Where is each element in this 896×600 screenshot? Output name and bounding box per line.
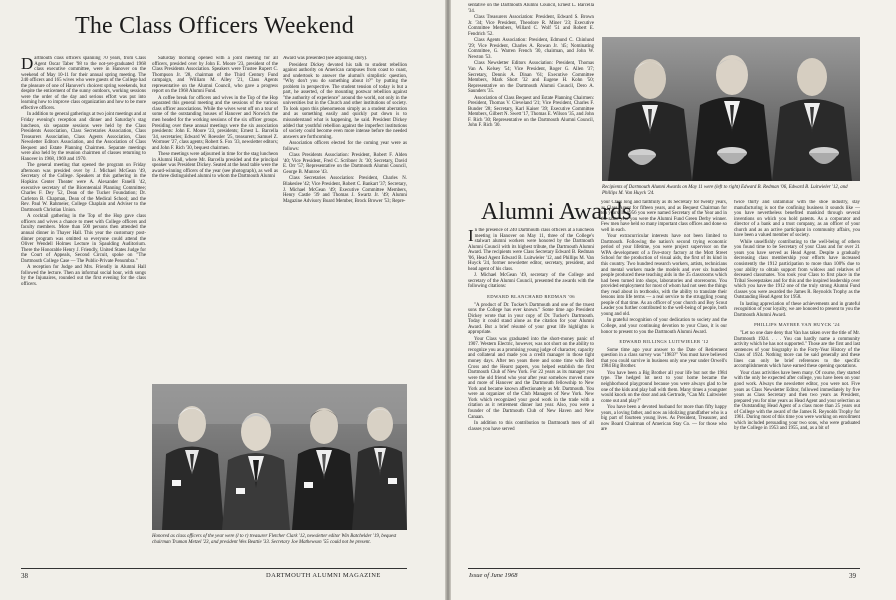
paragraph: Saturday morning opened with a joint meeting for all officers, presided over by John E. Moore '23, president of the Class Presidents Association. Speakers were Trustee Rupert C. Thompson Jr. '28, chairman of the Third Century Fund campaign, and William M. Alley '21, Class Agents representative on the Alumni Council, who gave a progress report on the 1968 Alumni Fund. bbox=[152, 56, 278, 95]
paragraph bbox=[468, 228, 594, 272]
footer-rule bbox=[21, 568, 407, 569]
left-column-2 bbox=[152, 56, 278, 370]
left-page bbox=[0, 0, 445, 600]
issue-date: Issue of June 1968 bbox=[469, 572, 518, 579]
class-officers-photo bbox=[152, 384, 407, 530]
paragraph: A cocktail gathering in the Top of the Hop gave class officers and wives a chance to meet with College officers and faculty members. More than 500 persons then attended the annual dinner in Thayer Hall. This year the customary post-dinner program was omitted so everyone could attend the Oliver Wendell Holmes Lecture in Spaulding Auditorium. There the Honorable Henry J. Friendly, United States Judge for the Court of Appeals, Second Circuit, spoke on "The Dartmouth College Case — The Public-Private Penumbra." bbox=[21, 214, 146, 264]
magazine-name: DARTMOUTH ALUMNI MAGAZINE bbox=[266, 572, 381, 579]
paragraph: In addition to general gatherings at two joint meetings and at Friday evening's reception and dinner and Saturday's stag luncheon, six separate sessions were held by the Class Presidents Association, Class Secretaries Association, Class Treasurers Association, Class Agents Association, Class Newsletter Editors Association, and the Association of Class Bequest and Estate Planning Chairmen. Separate meetings were also held by the reunion chairmen of classes returning to Hanover in 1968, 1969 and 1970. bbox=[21, 112, 146, 162]
photo-caption: Honored as class officers of the year were (l to r) treasurer Fletcher Clark '12, newsletter editor Win Batchelder '19, bequest chairman Truman Metzel '23, and president Wes Beattie '33. Secretary Joe Mathewson '55 could not be present. bbox=[152, 534, 397, 545]
paragraph: "A product of Dr. Tucker's Dartmouth and one of the truest sons the College has ever known." Some time ago President Dickey wrote that in your copy of Dr. Tucker's Dartmouth. Today it could stand alone as the citation for your Alumni Award. But a brief résumé of your great life highlights is appropriate. bbox=[468, 302, 594, 336]
paragraph bbox=[21, 56, 146, 111]
paragraph: J. Michael McGean '49, secretary of the College and secretary of the Alumni Council, presented the awards with the following citations: bbox=[468, 273, 594, 290]
page-number: 39 bbox=[849, 572, 856, 580]
paragraph: "Let no one dare deny that Van has taken over the title of Mr. Dartmouth 1924. . . . You can hardly name a community activity which he has not supported." Those are the first and last sentences of your biography in the Forty-Year History of the Class of 1924. Nothing more can be said generally and these lines can only be brief references to the specific accomplishments which have earned these opening quotations. bbox=[734, 331, 860, 370]
paragraph: While unselfishly contributing to the well-being of others you found time to be Secretary of your Class and for over 21 years you have served as Head Agent. Despite a gradually decreasing class membership your efforts have increased consistently the 1912 participation to more than 100% due to your ability to obtain support from widows and relatives of deceased classmates. You took your Class to first place in the Tribal Sweepstakes and for this and the inspired leadership over which you have the 1912 one of the truly strong Alumni Fund classes you were awarded the James R. Reynolds Trophy as the Outstanding Head Agent for 1958. bbox=[734, 239, 860, 301]
page-number: 38 bbox=[21, 572, 28, 580]
paragraph: Class Secretaries Association: President, Charles N. Blakeslee '42; Vice President, Robert C. Bankart '37; Secretary, J. Michael McGean '49; Executive Committee Members, Henry Castle '39 and Thomas J. Swartz Jr. '49; Alumni Magazine Advisory Board Member, Brock Brower '53; Repre- bbox=[283, 176, 407, 204]
drop-cap: I bbox=[468, 228, 474, 245]
paragraph: A coffee break for officers and wives in the Top of the Hop separated this general meeting and the sessions of the various class officer associations. While the wives went off on a tour of some of the outstanding houses of Hanover and Norwich the men headed for the working sessions of the six officer groups. Presiding over these annual meetings were the six association presidents: John E. Moore '23, presidents; Ernest L. Barcella '34, secretaries; Edward W. Roessler '25, treasurers; Samuel Z. Wormser '27, class agents; Robert S. Fox '33, newsletter editors; and John F. Rich '30, bequest chairmen. bbox=[152, 95, 278, 151]
paragraph: President Dickey devoted his talk to student rebellion against authority on American campuses from coast to coast, and undertook to answer the alumni's simplistic question, "Why don't you do something about it?" by putting the problem in perspective. The student tension of today is but a part, he asserted, of the mounting postwar rebellion against "the authority of experience" around the world, not only in the universities but in the Church and other institutions of society. To look upon this phenomenon simply as a student aberration and as something easily and quickly put down is to misunderstand what is happening, he said. President Dickey added that youthful rebellion against the imperfect institutions of society could become even more intense before the needed answers are forthcoming. bbox=[283, 62, 407, 140]
citation-heading: EDWARD BILLINGS LUITWIELER '12 bbox=[619, 339, 709, 345]
paragraph: In grateful recognition of your dedication to society and the College, and your continuing devotion to your Class, it is our honor to present to you the Dartmouth Alumni Award. bbox=[601, 318, 727, 335]
right-column-2 bbox=[601, 200, 727, 568]
paragraph: Association of Class Bequest and Estate Planning Chairmen: President, Thomas V. Cleveland '21; Vice President, Charles F. Bunder '28; Secretary, Karl Kaiser '39; Executive Committee Members, Gilbert N. Swett '17, Thomas E. Wilson '35, and John F. Rich '30; Representative on the Dartmouth Alumni Council, John F. Rich '30. bbox=[468, 95, 594, 129]
paragraph: Association officers elected for the coming year were as follows: bbox=[283, 141, 407, 152]
paragraph: You have been a Big Brother all your life but not the 1984 type. The hedged lot next to your home became the neighborhood playground because you were always glad to be one of the kids and play ball with them. Many times a youngster would knock on the door and ask Gertrude, "Can Mr. Luitwieler come out and play?" bbox=[601, 370, 727, 404]
paragraph-text: n the presence of 240 Dartmouth class officers at a luncheon meeting in Hanover on May 11, three of the College's stalwart alumni workers were honored by the Dartmouth Alumni Council with its highest tribute, the Dartmouth Alumni Award. The recipients were Class Secretary Edward B. Redman '06, Head Agent Edward B. Luitwieler '12, and Phillips M. Van Huyck '24, former newsletter editor, secretary, president, and head agent of his class. bbox=[468, 228, 594, 272]
citation-heading: EDWARD BLANCHARD REDMAN '06 bbox=[487, 294, 575, 300]
class-officers-photo-art bbox=[152, 384, 407, 530]
left-column-3 bbox=[283, 56, 407, 370]
paragraph: In addition to this contribution to Dartmouth men of all classes you have served bbox=[468, 421, 594, 432]
paragraph: The general meeting that opened the program on Friday afternoon was presided over by J. Michael McGean '49, Secretary of the College. Speakers at this gathering in the Hopkins Center Theater were A. Alexander Fanelli '42, executive secretary of the Bicentennial Planning Committee; Charles F. Dey '52, Dean of the Tucker Foundation; Dr. Carleton B. Chapman, Dean of the Medical School; and the Rev. Paul W. Rahmeier, College Chaplain and Adviser to the Dartmouth Christian Union. bbox=[21, 163, 146, 213]
paragraph: In lasting appreciation of these achievements and in grateful recognition of your loyalty, we are honored to present to you the Dartmouth Alumni Award. bbox=[734, 301, 860, 318]
right-column-3 bbox=[734, 200, 860, 568]
article-title: The Class Officers Weekend bbox=[75, 13, 354, 39]
paragraph: Class Newsletter Editors Association: President, Thomas Van A. Kelsey '54; Vice President, Roger G. Allen '37; Secretary, Dennis A. Dinan '61; Executive Committee Members, Mark Short '32 and Eugene H. Kohn '50; Representative on the Dartmouth Alumni Council, Dero A. Saunders '35. bbox=[468, 61, 594, 95]
paragraph: Your extracurricular interests have not been limited to Dartmouth. Following the nation's second trying economic period of your lifetime, you were project supervisor on the WPA development of a five-story factory at the Mott Street School for the production of visual aids, the first of its kind in this country. Two hundred research workers, artists, technicians and mental workers made the models and over six hundred people produced these teaching aids in the 35 classrooms which had been turned into shops, laboratories and storerooms. You provided employment for most of whom had not seen the things they read about in textbooks, with the ability to translate their lessons into life terms — a real service to the struggling young people of that time. As an officer of your church and Boy Scout Leader you further contributed to the well-being of people, both young and old. bbox=[601, 234, 727, 317]
paragraph: Your class activities have been many. Of course, they started with the only be expected after college, you have been on your good work. Always the newsletter editor, you were not. Five years as Class Newsletter Editor, followed immediately by five years as Class Secretary and then two years as President, prepared you for nine years as Head Agent and your selection as the Outstanding Head Agent of a class more than 25 years out of College with the award of the James R. Reynolds Trophy for 1961. During most of this time you were working on enrollment which included persuading your two sons, who were graduated by the College in 1953 and 1955, and, as a bit of bbox=[734, 370, 860, 432]
paragraph: Class Presidents Association: President, Robert F. Alden '40; Vice President, Fred C. Scribner Jr. '30; Secretary, David E. Orr '57; Representative on the Dartmouth Alumni Council, George B. Munroe '43. bbox=[283, 153, 407, 175]
right-column-officers bbox=[468, 3, 594, 191]
paragraph: twice thirty and unfamiliar with the shoe industry, stay manufacturing is not the confining business it sounds like — you have nevertheless benefited mankind through several inventions on which you hold patents. As a corporator and director of a bank and a trust company, as an officer of your church and as an active participant in community affairs, you have been a valued member of society. bbox=[734, 200, 860, 239]
paragraph: Your Class was graduated into the short-money panic of 1907. Western Electric, however, was not short on the ability to recognize you as a promising young judge of character, capacity and collateral and made you a credit manager in those tight money days. After ten years there and some time with Red Cross and the Hearst papers, you helped establish the first Dartmouth Club of New York. For 22 years as its manager you were the old friend who year after year somehow moved more and more of Hanover and the Dartmouth fellowship to New York and became known affectionately as Mr. Dartmouth. You were an organizer of the Club Managers of New York. New York which recognized your good work in the trade with a citation as it retirement dinner last year. Also, you were a founder of the Dartmouth Club of New Haven and New Canaan. bbox=[468, 336, 594, 420]
award-recipients-photo bbox=[602, 37, 860, 181]
paragraph: sentative on the Dartmouth Alumni Council, Ernest L. Barcella '34. bbox=[468, 3, 594, 14]
article-title: Alumni Awards bbox=[481, 199, 632, 225]
right-column-1 bbox=[468, 228, 594, 568]
drop-cap: D bbox=[21, 56, 34, 73]
paragraph: These meetings were adjourned in time for the stag luncheon in Alumni Hall, where Mr. Barcella presided and the principal speaker was President Dickey. Seated at the head table were the award-winning officers of the year (see photograph), as well as the three distinguished alumni to whom the Dartmouth Alumni bbox=[152, 152, 278, 180]
citation-heading: PHILLIPS MAYBEE VAN HUYCK '24 bbox=[754, 322, 840, 328]
paragraph: You have been a devoted husband for more than fifty happy years, a loving father, and now an idolizing grandfather who is a big part of fourteen young lives. As President, Treasurer, and now Board Chairman of American Stay Co. — for those who are bbox=[601, 405, 727, 433]
paragraph: your Class long and faithfully as its Secretary for twenty years, as Class Agent for fifteen years, and as Bequest Chairman for ten years. In 1956 you were named Secretary of the Year and in the same year you were the Alumni Fund Green Derby winner. Few men have held so many important class offices and done so well in each. bbox=[601, 200, 727, 233]
photo-caption: Recipients of Dartmouth Alumni Awards on May 11 were (left to right) Edward B. Redman '06, Edward B. Luitwieler '12, and Phillips M. Van Huyck '24. bbox=[602, 185, 848, 196]
right-page bbox=[451, 0, 896, 600]
left-column-1 bbox=[21, 56, 146, 566]
paragraph: Some time ago your answer to the Date of Retirement question in a class survey was "1983?" You must have believed that you could survive in business only one year under Orwell's 1984 Big Brother. bbox=[601, 347, 727, 370]
paragraph: Class Agents Association: President, Edmund C. Chinlund '29; Vice President, Charles A. Rowan Jr. '45; Nominating Committee, G. Warren French '30, chairman, and John W. Newton '53. bbox=[468, 38, 594, 60]
paragraph-text: artmouth class officers spanning 70 years, from Class Agent Oscar Taber '98 to the not-yet-graduated 1968 class executive committee, were in Hanover on the weekend of May 10-11 for their annual spring meeting. The 240 officers and 165 wives who were guests of the College had the pleasure of one of Hanover's choicest spring weekends, but despite the enticement of the sunny outdoors, working sessions were the order of the day and serious effort was put into learning how to improve class organization and how to be more effective officers. bbox=[21, 56, 146, 111]
award-recipients-photo-art bbox=[602, 37, 860, 181]
paragraph: Class Treasurers Association: President, Edward S. Brown Jr. '34; Vice President, Theodore R. Miner '23; Executive Committee Members, Willard C. Wolf '51 and Robert E. Fendrich '52. bbox=[468, 15, 594, 37]
paragraph: A reception for Judge and Mrs. Friendly in Alumni Hall followed the lecture. Then an informal social hour, with songs by the Injunaires, rounded out the first evening for the class officers. bbox=[21, 265, 146, 287]
paragraph: Award was presented (see adjoining story). bbox=[283, 56, 368, 61]
footer-rule bbox=[468, 568, 860, 569]
